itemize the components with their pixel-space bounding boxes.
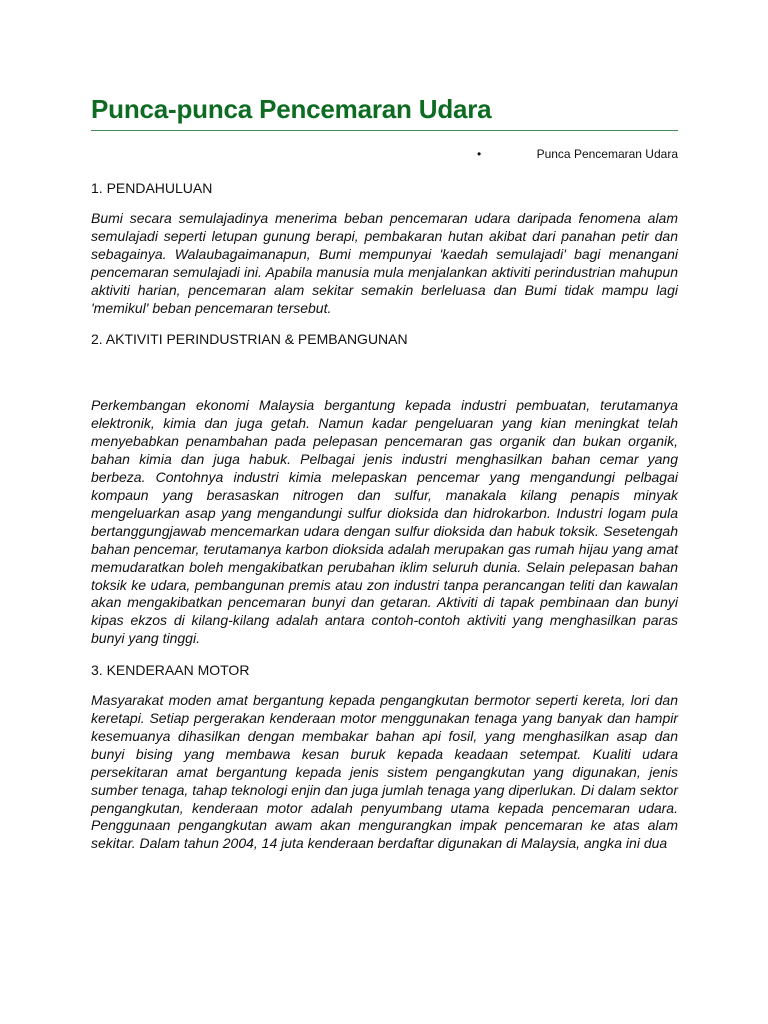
title-divider xyxy=(91,130,678,131)
section-heading-aktiviti-perindustrian: 2. AKTIVITI PERINDUSTRIAN & PEMBANGUNAN xyxy=(91,331,408,348)
bullet-icon: • xyxy=(477,147,482,161)
page-title: Punca-punca Pencemaran Udara xyxy=(91,94,492,124)
section-heading-kenderaan-motor: 3. KENDERAAN MOTOR xyxy=(91,662,250,679)
toc-link-punca-pencemaran-udara[interactable]: Punca Pencemaran Udara xyxy=(536,147,678,161)
section-paragraph-kenderaan-motor: Masyarakat moden amat bergantung kepada pengangkutan bermotor seperti kereta, lori dan keretapi. Setiap pergerakan kenderaan motor menggunakan tenaga yang banyak dan hampir kesemuanya dihasilkan dengan membakar bahan api fosil, yang menghasilkan asap dan bunyi bising yang membawa kesan buruk kepada keadaan setempat. Kualiti udara persekitaran amat bergantung kepada jenis sistem pengangkutan yang digunakan, jenis sumber tenaga, tahap teknologi enjin dan juga jumlah tenaga yang diperlukan. Di dalam sektor pengangkutan, kenderaan motor adalah penyumbang utama kepada pencemaran udara. Penggunaan pengangkutan awam akan mengurangkan impak pencemaran ke atas alam sekitar. Dalam tahun 2004, 14 juta kenderaan berdaftar digunakan di Malaysia, angka ini dua xyxy=(91,692,678,852)
table-of-contents xyxy=(91,146,678,166)
section-paragraph-aktiviti-perindustrian: Perkembangan ekonomi Malaysia bergantung kepada industri pembuatan, terutamanya elektronik, kimia dan juga getah. Namun kadar pengeluaran yang kian meningkat telah menyebabkan penambahan pada pelepasan pencemaran gas organik dan bukan organik, bahan kimia dan juga habuk. Pelbagai jenis industri menghasilkan bahan cemar yang berbeza. Contohnya industri kimia melepaskan pencemar yang mengandungi pelbagai kompaun yang berasaskan nitrogen dan sulfur, manakala kilang penapis minyak mengeluarkan asap yang mengandungi sulfur dioksida dan hidrokarbon. Industri logam pula bertanggungjawab mencemarkan udara dengan sulfur dioksida dan habuk toksik. Sesetengah bahan pencemar, terutamanya karbon dioksida adalah merupakan gas rumah hijau yang amat memudaratkan boleh mengakibatkan perubahan iklim seluruh dunia. Selain pelepasan bahan toksik ke udara, pembangunan premis atau zon industri tanpa perancangan teliti dan kawalan akan mengakibatkan pencemaran bunyi dan getaran. Aktiviti di tapak pembinaan dan bunyi kipas ekzos di kilang-kilang adalah antara contoh-contoh aktiviti yang menghasilkan paras bunyi yang tinggi. xyxy=(91,397,678,647)
document-page xyxy=(91,88,678,853)
section-heading-pendahuluan: 1. PENDAHULUAN xyxy=(91,180,213,196)
section-paragraph-pendahuluan: Bumi secara semulajadinya menerima beban pencemaran udara daripada fenomena alam semulajadi seperti letupan gunung berapi, pembakaran hutan akibat dari panahan petir dan sebagainya. Walaubagaimanapun, Bumi mempunyai 'kaedah semulajadi' bagi menangani pencemaran semulajadi ini. Apabila manusia mula menjalankan aktiviti perindustrian mahupun aktiviti harian, pencemaran alam sekitar semakin berleluasa dan Bumi tidak mampu lagi 'memikul' beban pencemaran tersebut. xyxy=(91,210,678,316)
